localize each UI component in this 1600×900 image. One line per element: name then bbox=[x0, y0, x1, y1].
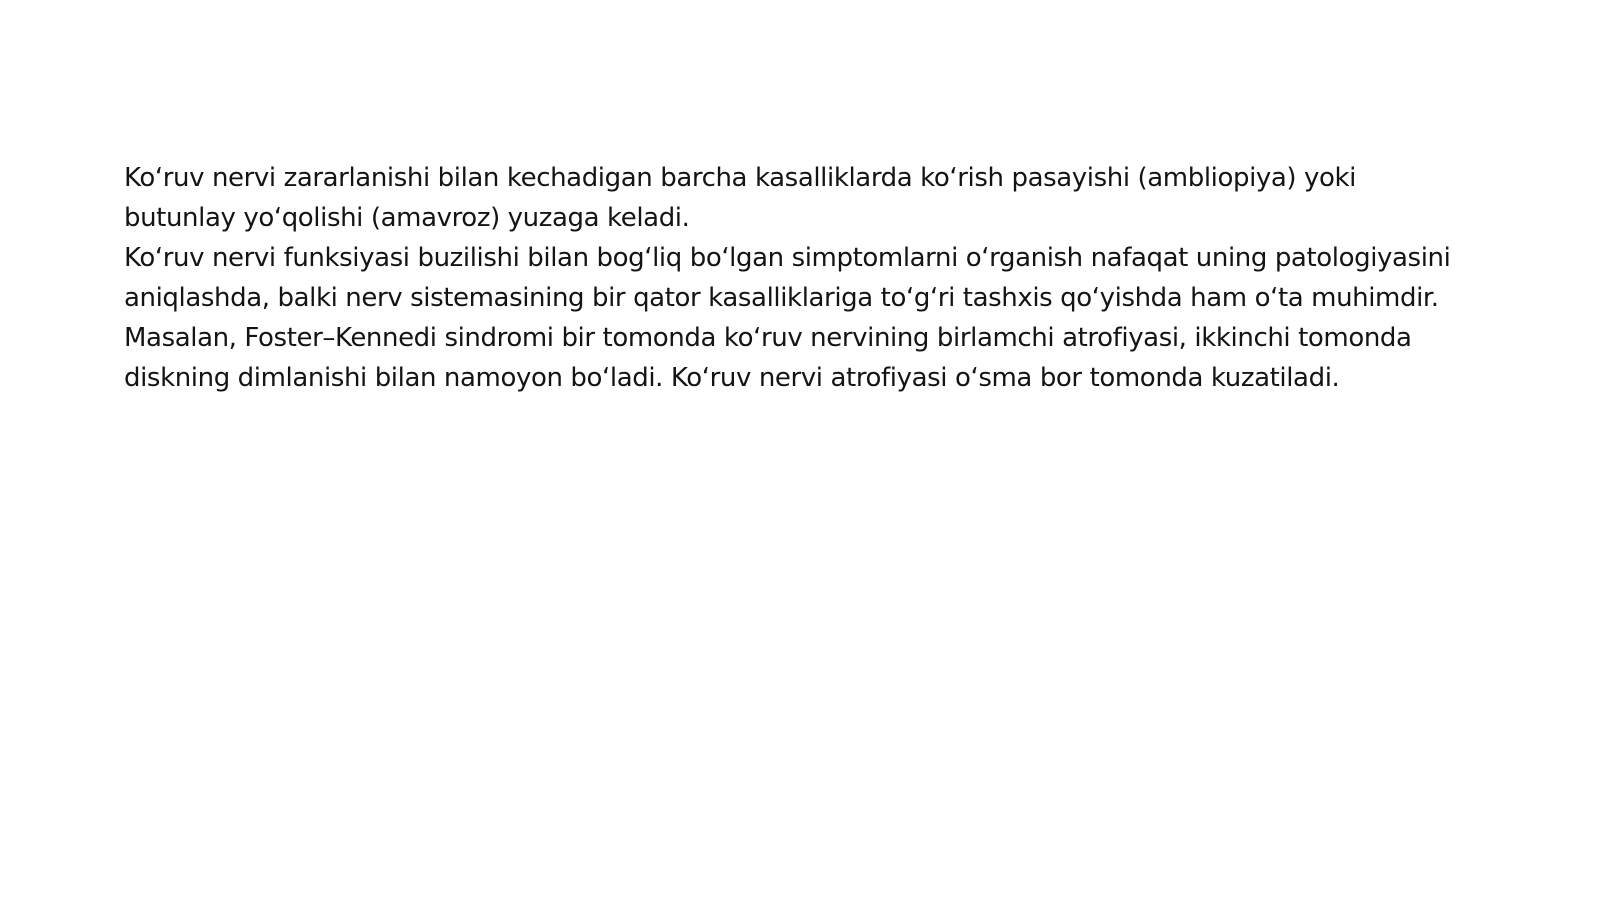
slide-text-block bbox=[124, 158, 1464, 398]
paragraph-amblyopia: Ko‘ruv nervi zararlanishi bilan kechadigan barcha kasalliklarda ko‘rish pasayishi (ambliopiya) yoki butunlay yo‘qolishi (amavroz) yuzaga keladi. bbox=[124, 163, 1357, 233]
paragraph-foster-kennedy: Ko‘ruv nervi funksiyasi buzilishi bilan bog‘liq bo‘lgan simptomlarni o‘rganish nafaqat uning patologiyasini aniqlashda, balki nerv sistemasining bir qator kasalliklariga to‘g‘ri tashxis qo‘yishda ham o‘ta muhimdir. Masalan, Foster–Kennedi sindromi bir tomonda ko‘ruv nervining birlamchi atrofiyasi, ikkinchi tomonda diskning dimlanishi bilan namoyon bo‘ladi. Ko‘ruv nervi atrofiyasi o‘sma bor tomonda kuzatiladi. bbox=[124, 243, 1451, 393]
